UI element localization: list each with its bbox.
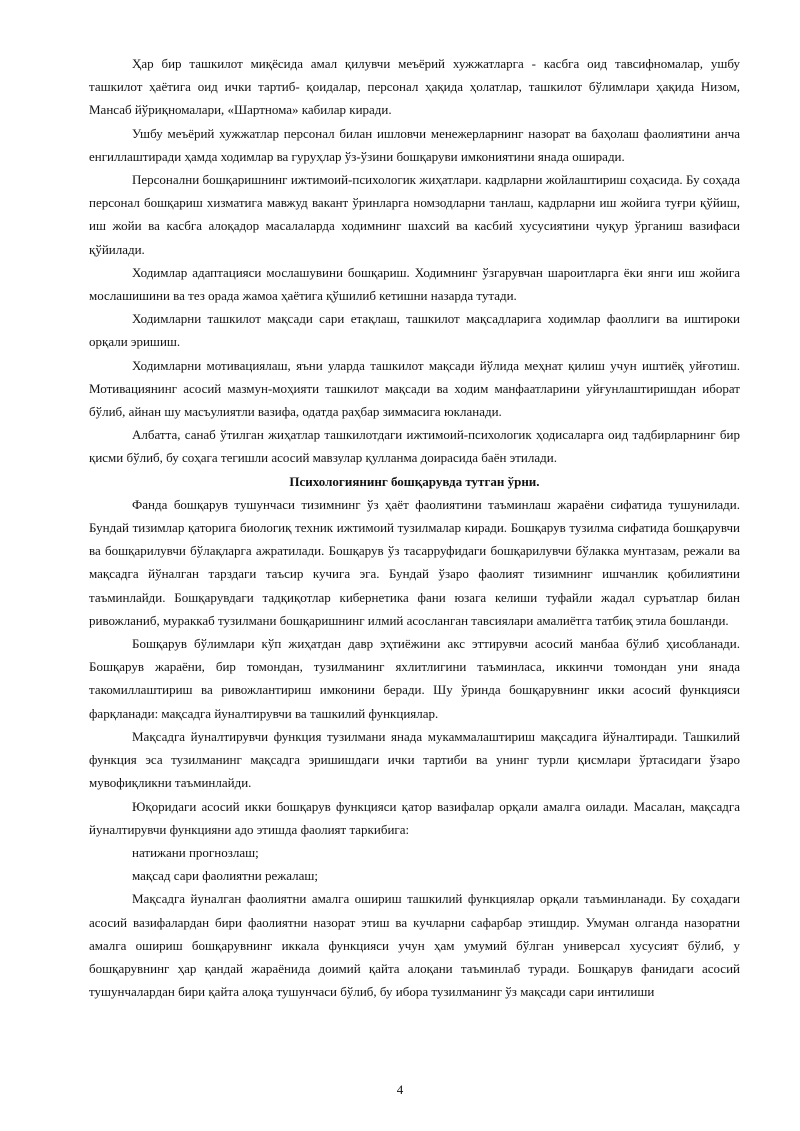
paragraph: Ушбу меъёрий хужжатлар персонал билан ишловчи менежерларнинг назорат ва баҳолаш фаолиятини анча енгиллаштиради ҳамда ходимлар ва гуруҳлар ўз-ўзини бошқаруви имкониятини янада оширади. [89, 125, 740, 164]
paragraph: Ходимлар адаптацияси мослашувини бошқариш. Ходимнинг ўзгарувчан шароитларга ёки янги иш жойига мослашишини ва тез орада жамоа ҳаётига қўшилиб кетишни назарда тутади. [89, 264, 740, 304]
paragraph: Юқоридаги асосий икки бошқарув функцияси қатор вазифалар орқали амалга оилади. Масалан, мақсадга йуналтирувчи функцияни адо этишда фаолият таркибига: [89, 798, 740, 837]
paragraph: Мақсадга йуналтирувчи функция тузилмани янада мукаммалаштириш мақсадига йўналтиради. Ташкилий функция эса тузилманинг мақсадга эришишдаги ички тартиби ва унинг турли қисмлари ўртасидаги ўзаро мувофиқликни таъминлайди. [89, 728, 740, 791]
paragraph: Ҳар бир ташкилот миқёсида амал қилувчи меъёрий хужжатларга - касбга оид тавсифномалар, ушбу ташкилот ҳаётига оид ички тартиб- қоидалар, персонал ҳақида ҳолатлар, ташкилот бўлимлари ҳақида Низом, Мансаб йўриқномалари, «Шартнома» кабилар киради. [89, 56, 740, 118]
paragraph: Ходимларни мотивациялаш, яъни уларда ташкилот мақсади йўлида меҳнат қилиш учун иштиёқ уйғотиш. Мотивациянинг асосий мазмун-моҳияти ташкилот мақсади ва ходим манфаатларини уйғунлаштиришдан иборат бўлиб, айнан шу масъулиятли вазифа, одатда раҳбар зиммасига юкланади. [89, 357, 740, 420]
page-body [89, 52, 740, 1003]
page-number: 4 [396, 1082, 404, 1097]
paragraph: Ходимларни ташкилот мақсади сари етақлаш, ташкилот мақсадларига ходимлар фаоллиги ва иштироки орқали эришиш. [89, 311, 740, 350]
paragraph: Албатта, санаб ўтилган жиҳатлар ташкилотдаги ижтимоий-психологик ҳодисаларга оид тадбирларнинг бир қисми бўлиб, бу соҳага тегишли асосий мавзулар қулланма доирасида баён этилади. [89, 427, 740, 466]
paragraph: Бошқарув бўлимлари кўп жиҳатдан давр эҳтиёжини акс эттирувчи асосий манбаа бўлиб ҳисобланади. Бошқарув жараёни, бир томондан, тузилманинг яхлитлигини таъминласа, иккинчи томондан уни янада такомиллаштириш ва ривожлантириш имконини беради. Шу ўринда бошқарувнинг икки асосий функцияси фарқланади: мақсадга йуналтирувчи ва ташкилий функциялар. [89, 636, 740, 721]
paragraph: Мақсадга йуналган фаолиятни амалга ошириш ташкилий функциялар орқали таъминланади. Бу соҳадаги асосий вазифалардан бири фаолиятни назорат этиш ва кучларни сафарбар этишдир. Умуман олганда назоратни амалга ошириш бошқарувнинг иккала функцияси учун ҳам умумий бўлган универсал хусусият бўлиб, у бошқарувнинг ҳар қандай жараёнида доимий қайта алоқани таъминлаб туради. Бошқарув фанидаги асосий тушунчалардан бири қайта алоқа тушунчаси бўлиб, бу ибора тузилманинг ўз мақсади сари интилиши [89, 891, 740, 1000]
list-item: натижани прогнозлаш; [132, 844, 259, 860]
section-heading: Психологиянинг бошқарувда тутган ўрни. [289, 473, 540, 489]
paragraph: Фанда бошқарув тушунчаси тизимнинг ўз ҳаёт фаолиятини таъминлаш жараёни сифатида тушунилади. Бундай тизимлар қаторига биологиқ техник ижтимоий тузилмалар киради. Бошқарув тузилма сифатида бошқарувчи ва бошқарилувчи бўлақларга ажратилади. Бошқарув ўз тасарруфидаги бошқарилувчи бўлакка мунтазам, режали ва мақсадга йўналган тарздаги таъсир кучига эга. Бундай ўзаро фаолият тизимнинг ишчанлик қобилиятини таъминлайди. Бошқарувдаги тадқиқотлар кибернетика фани юзага келиши туфайли жадал суръатлар билан ривожланиб, мураккаб тузилмани бошқаришнинг илмий асосланган тавсиялари амалиётга татбиқ этила бошланди. [89, 496, 740, 628]
paragraph: Персонални бошқаришнинг ижтимоий-психологик жиҳатлари. кадрларни жойлаштириш соҳасида. Бу соҳада персонал бошқариш хизматига мавжуд вакант ўринларга номзодларни танлаш, кадрларни иш жойига туғри қўйиш, иш жойи ва касбга алоқадор масалаларда ходимнинг шахсий ва касбий хусусиятини чуқур ўрганиш вазифаси қўйилади. [89, 172, 740, 257]
list-item: мақсад сари фаолиятни режалаш; [132, 868, 318, 884]
